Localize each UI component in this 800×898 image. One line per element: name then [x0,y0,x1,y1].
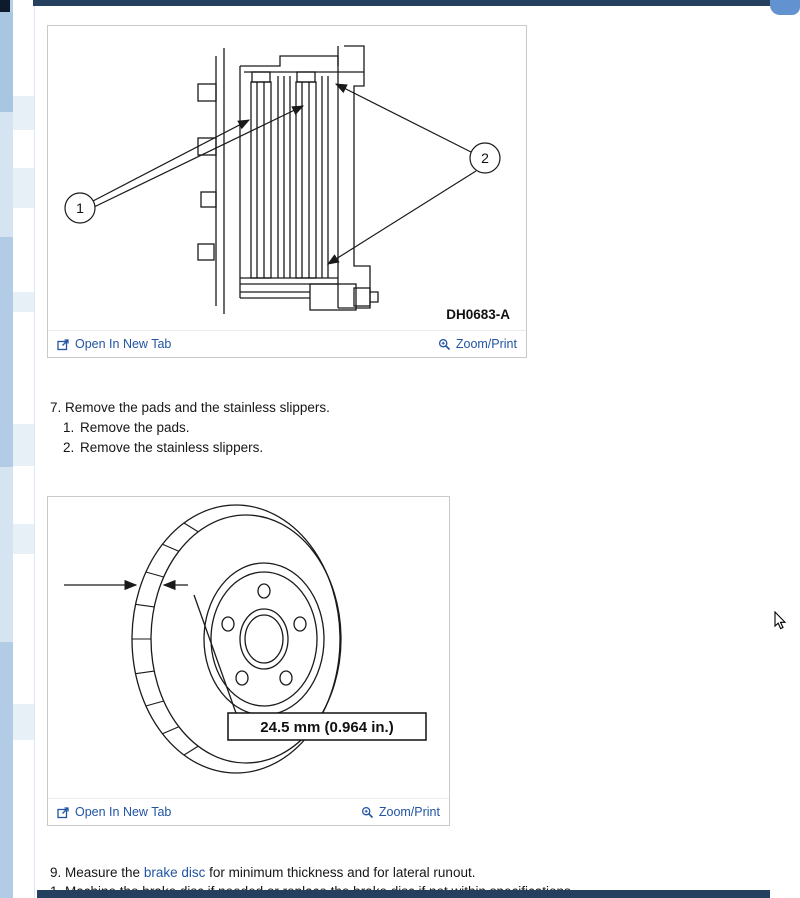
left-margin [13,0,34,898]
margin-streak [13,292,34,312]
step-7-text: 7. Remove the pads and the stainless slippers. [50,400,330,415]
step-7-sub-1 [63,420,190,435]
caliper-drawing [48,26,526,331]
mouse-cursor [774,611,788,631]
content-left-border [34,0,35,898]
zoom-print-link[interactable] [361,805,440,819]
scrollbar-segment [0,12,13,112]
step-9-suffix: for minimum thickness and for lateral runout. [205,865,476,880]
callout-2-label: 2 [481,150,489,166]
callout-leaders [65,84,500,264]
zoom-print-label: Zoom/Print [378,805,440,819]
scrollbar-segment [0,237,13,467]
top-left-corner-block [0,0,10,12]
zoom-icon [438,338,451,351]
zoom-print-label: Zoom/Print [455,337,517,351]
brake-disc-link[interactable]: brake disc [143,865,206,880]
left-scrollbar-track[interactable] [0,0,13,898]
open-in-new-tab-link[interactable] [57,337,171,351]
scrollbar-segment [0,467,13,642]
figure-brake-pads [47,25,527,358]
brake-disc-drawing [48,497,449,799]
figure-brake-disc [47,496,450,826]
step-7-sub-2 [63,440,263,455]
substep-text: Remove the pads. [80,420,190,435]
margin-streak [13,424,34,466]
zoom-icon [361,806,374,819]
figure-footer [48,798,449,825]
margin-streak [13,524,34,554]
zoom-print-link[interactable] [438,337,517,351]
scrollbar-segment [0,112,13,237]
open-in-new-tab-label: Open In New Tab [75,337,172,351]
callout-1-label: 1 [76,200,84,216]
figure-code: DH0683-A [446,307,510,322]
margin-streak [13,704,34,740]
brake-disc-line-art [48,497,449,799]
bottom-toolbar-edge [37,890,770,898]
step-9-prefix: 9. Measure the [50,865,144,880]
scrollbar-segment [0,642,13,898]
open-in-new-tab-label: Open In New Tab [75,805,172,819]
open-in-new-tab-icon [57,806,70,819]
dimension-label: 24.5 mm (0.964 in.) [260,719,394,736]
substep-number: 1. [63,420,75,435]
rotor-vanes [132,523,199,755]
margin-streak [13,168,34,208]
substep-text: Remove the stainless slippers. [80,440,264,455]
vertical-scrollbar-thumb[interactable] [770,0,800,15]
open-in-new-tab-link[interactable] [57,805,171,819]
margin-streak [13,96,34,130]
figure-footer [48,330,526,357]
step-9-text [50,865,475,880]
open-in-new-tab-icon [57,338,70,351]
top-toolbar-edge [33,0,800,6]
substep-number: 2. [63,440,75,455]
caliper-line-art [48,26,526,331]
